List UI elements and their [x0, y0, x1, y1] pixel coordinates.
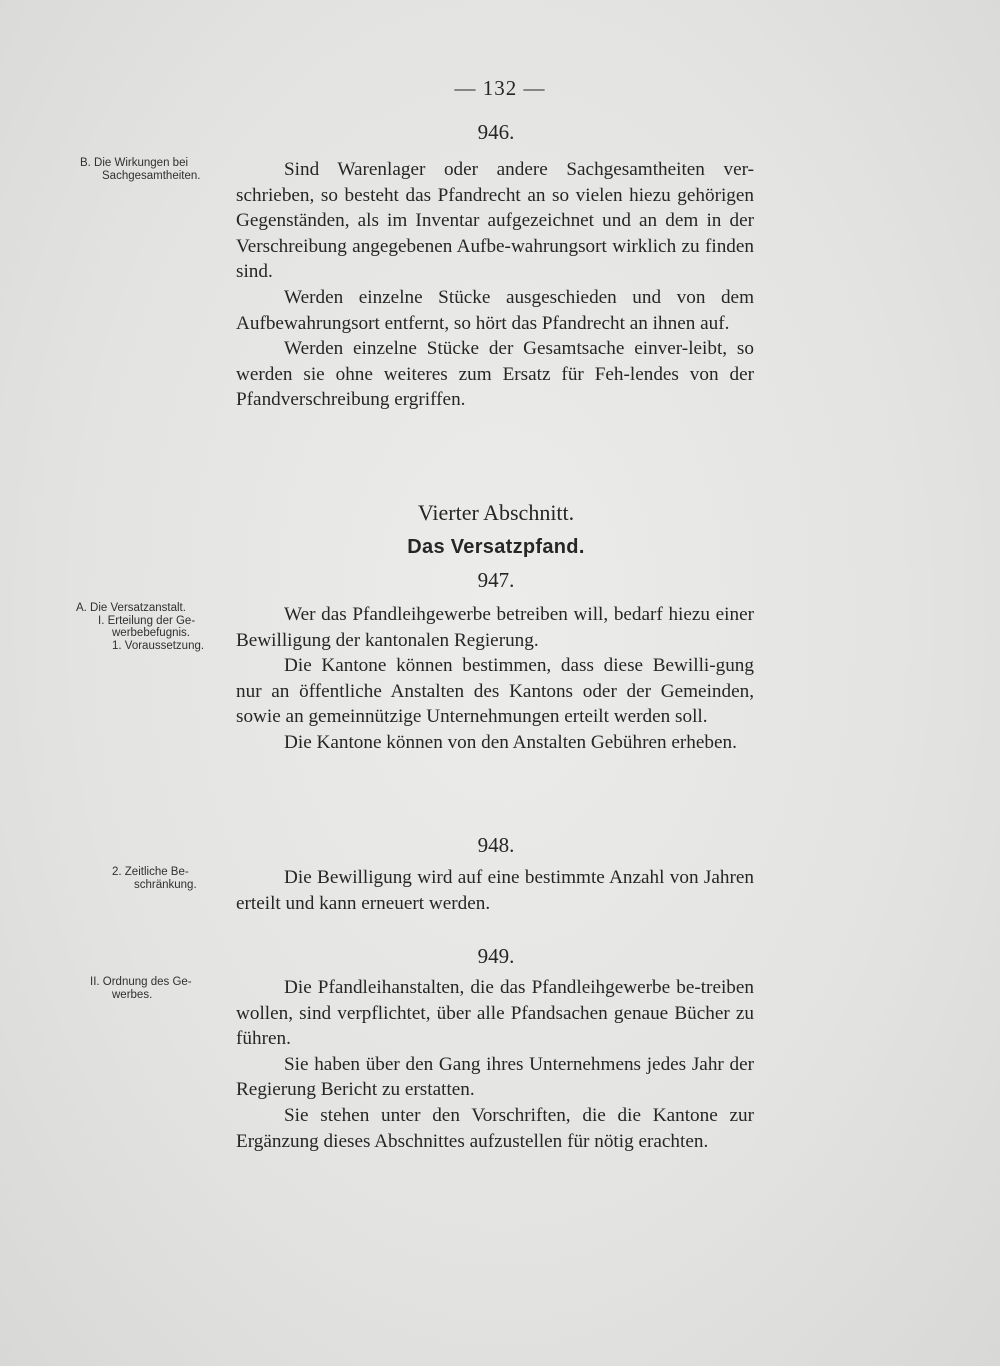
- margin-note-line: I. Erteilung der Ge-: [98, 614, 196, 627]
- paragraph: Die Kantone können von den Anstalten Gebühren erheben.: [284, 731, 737, 753]
- paragraph: Werden einzelne Stücke der Gesamtsache einver-leibt, so werden sie ohne weiteres zum Ersatz für Feh-lendes von der Pfandverschreibung ergriffen.: [236, 338, 754, 411]
- margin-note-line: werbebefugnis.: [112, 627, 190, 639]
- section-heading: Vierter Abschnitt.: [417, 500, 575, 525]
- paragraph: Sie stehen unter den Vorschriften, die die Kantone zur Ergänzung dieses Abschnittes aufzustellen für nötig erachten.: [236, 1104, 754, 1152]
- margin-note-line: werbes.: [112, 988, 153, 1001]
- margin-note-line: 2. Zeitliche Be-: [112, 866, 189, 878]
- paragraph: Wer das Pfandleihgewerbe betreiben will, bedarf hiezu einer Bewilligung der kantonalen Regierung.: [236, 604, 754, 651]
- article-body-948: [236, 865, 754, 916]
- page-number: — 132 —: [454, 76, 546, 100]
- paragraph: Die Pfandleihanstalten, die das Pfandleihgewerbe be-treiben wollen, sind verpflichtet, über alle Pfandsachen genaue Bücher zu führen.: [236, 977, 754, 1050]
- paragraph: Die Bewilligung wird auf eine bestimmte Anzahl von Jahren erteilt und kann erneuert werden.: [236, 867, 754, 914]
- margin-note-line: 1. Voraussetzung.: [112, 639, 205, 652]
- margin-note-line: B. Die Wirkungen bei: [80, 157, 189, 169]
- article-number-948: 948.: [477, 833, 515, 857]
- paragraph: Werden einzelne Stücke ausgeschieden und von dem Aufbewahrungsort entfernt, so hört das Pfandrecht an ihnen auf.: [236, 286, 754, 334]
- margin-note-947: [76, 602, 226, 652]
- margin-note-949: [90, 976, 230, 1001]
- article-number-949: 949.: [477, 944, 515, 968]
- article-body-947: [236, 602, 754, 756]
- article-body-946: [236, 157, 754, 413]
- margin-note-948: [112, 866, 232, 891]
- section-subheading: Das Versatzpfand.: [407, 536, 585, 558]
- paragraph: Sind Warenlager oder andere Sachgesamtheiten ver-schrieben, so besteht das Pfandrecht an so vielen hiezu gehörigen Gegenständen, als im Inventar aufgezeichnet und an dem in der Verschreibung angegebenen Aufbe-wahrungsort wirklich zu finden sind.: [236, 159, 754, 283]
- margin-note-946: [80, 157, 230, 182]
- margin-note-line: II. Ordnung des Ge-: [90, 976, 192, 988]
- article-number-947: 947.: [477, 568, 515, 592]
- paragraph: Die Kantone können bestimmen, dass diese Bewilli-gung nur an öffentliche Anstalten des Kantons oder der Gemeinden, sowie an gemeinnützige Unternehmungen erteilt werden soll.: [236, 655, 754, 728]
- margin-note-line: Sachgesamtheiten.: [102, 169, 201, 182]
- paragraph: Sie haben über den Gang ihres Unternehmens jedes Jahr der Regierung Bericht zu erstatten.: [236, 1053, 754, 1101]
- article-body-949: [236, 975, 754, 1154]
- margin-note-line: schränkung.: [134, 878, 197, 891]
- margin-note-line: A. Die Versatzanstalt.: [76, 602, 186, 614]
- article-number-946: 946.: [477, 120, 515, 144]
